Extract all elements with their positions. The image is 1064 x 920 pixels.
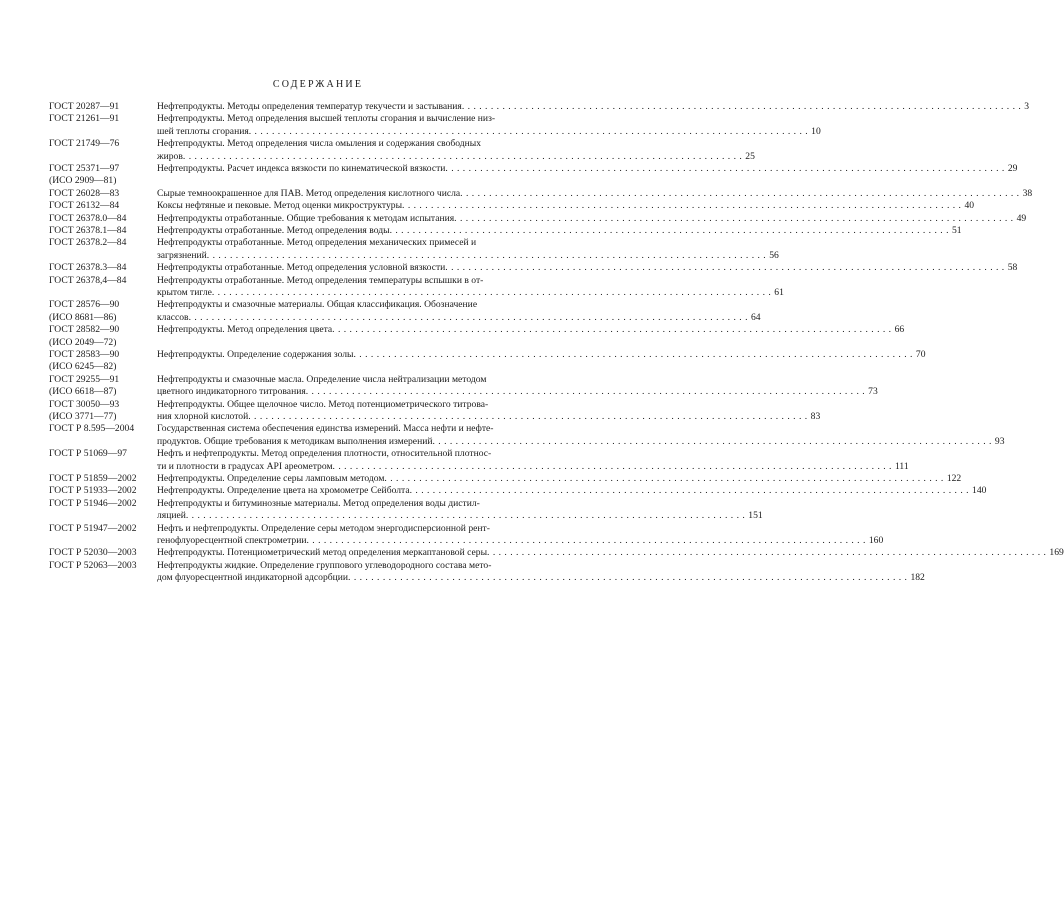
dot-leader — [306, 386, 865, 398]
description-line — [157, 535, 883, 547]
entry-description — [157, 473, 961, 485]
description-line — [157, 275, 784, 287]
page-number: 64 — [750, 311, 761, 323]
standard-code-line: ГОСТ 26132—84 — [49, 200, 120, 212]
description-text: Нефть и нефтепродукты. Метод определения плотности, относительной плотнос- — [157, 448, 492, 460]
description-text: Нефтепродукты. Метод определения числа омыления и содержания свободных — [157, 138, 482, 150]
toc-entry — [49, 274, 784, 300]
standard-code-line: ГОСТ 28576—90 — [49, 299, 120, 311]
description-line — [157, 225, 962, 237]
entry-description — [157, 560, 925, 585]
standard-code — [49, 423, 157, 448]
description-line — [157, 237, 779, 249]
entry-description — [157, 113, 821, 138]
toc-entry — [49, 473, 962, 485]
description-line — [157, 138, 755, 150]
description-line — [157, 101, 1029, 113]
description-text: Нефтепродукты отработанные. Метод определения механических примесей и — [157, 237, 477, 249]
dot-leader — [454, 213, 1013, 225]
standard-code-line: ГОСТ 26378.0—84 — [49, 212, 127, 224]
entry-description — [157, 498, 763, 523]
page-number: 169 — [1049, 547, 1064, 559]
description-text: загрязнений — [157, 249, 207, 261]
dot-leader — [462, 101, 1021, 113]
description-line — [157, 386, 878, 398]
description-text: дом флуоресцентной индикаторной адсорбции — [157, 572, 349, 584]
description-text: Нефтепродукты и битуминозные материалы. Метод определения воды дистил- — [157, 497, 480, 509]
standard-code — [49, 138, 157, 163]
standard-code-line: ГОСТ 28582—90 — [49, 324, 120, 336]
standard-code-line: ГОСТ 30050—93 — [49, 398, 120, 410]
description-text: Нефтепродукты. Общее щелочное число. Метод потенциометрического титрова- — [157, 398, 489, 410]
standard-code-line: (ИСО 3771—77) — [49, 411, 117, 423]
dot-leader — [445, 163, 1004, 175]
entry-description — [157, 188, 1032, 200]
description-text: ти и плотности в градусах API ареометром — [157, 460, 333, 472]
standard-code-line: ГОСТ 29255—91 — [49, 373, 120, 385]
description-text: Нефтепродукты. Определение содержания золы — [157, 349, 354, 360]
dot-leader — [445, 262, 1004, 274]
page-number: 29 — [1007, 162, 1018, 174]
standard-code — [49, 374, 157, 399]
description-text: Нефтепродукты. Метод определения высшей теплоты сгорания и вычисление низ- — [157, 113, 496, 125]
entry-description — [157, 213, 1026, 225]
standard-code — [49, 560, 157, 585]
description-text: Нефтепродукты. Определение серы ламповым методом — [157, 473, 385, 484]
page-number: 56 — [769, 249, 779, 261]
toc-entry — [49, 448, 909, 473]
description-line — [157, 448, 909, 460]
standard-code-line: ГОСТ 26378.1—84 — [49, 225, 127, 236]
page-number: 83 — [810, 411, 821, 423]
description-line — [157, 423, 1004, 435]
standard-code-line: ГОСТ 26378,4—84 — [49, 274, 127, 286]
page-number: 93 — [994, 435, 1005, 447]
standard-code — [49, 101, 157, 113]
description-line — [157, 188, 1032, 200]
entry-description — [157, 374, 878, 399]
page-number: 140 — [972, 485, 987, 497]
page-number: 73 — [868, 386, 878, 398]
page-number: 58 — [1007, 262, 1018, 274]
standard-code — [49, 399, 157, 424]
entry-description — [157, 324, 904, 349]
description-text: Нефтепродукты. Определение цвета на хромометре Сейболта — [157, 485, 410, 497]
description-text: генофлуоресцентной спектрометрии — [157, 534, 307, 546]
entry-description — [157, 485, 986, 497]
description-line — [157, 287, 784, 299]
description-text: Нефтепродукты отработанные. Метод определения воды — [157, 225, 390, 236]
standard-code — [49, 485, 157, 497]
description-text: жиров — [157, 150, 183, 162]
dot-leader — [354, 349, 913, 361]
toc-entry — [49, 485, 987, 497]
page-number: 40 — [964, 200, 975, 212]
description-text: классов — [157, 311, 189, 323]
standard-code — [49, 324, 157, 349]
standard-code — [49, 349, 157, 374]
toc-entry — [49, 373, 878, 399]
description-text: Нефтепродукты. Потенциометрический метод определения меркаптановой серы — [157, 547, 488, 559]
toc-entry — [49, 113, 821, 138]
toc-entry — [49, 423, 1005, 448]
toc-entry — [49, 225, 962, 237]
toc-entry — [49, 349, 926, 374]
description-line — [157, 163, 1017, 175]
standard-code-line: ГОСТ 26028—83 — [49, 187, 120, 199]
dot-leader — [306, 535, 865, 547]
toc-entry — [49, 262, 1018, 274]
description-line — [157, 126, 821, 138]
dot-leader — [432, 436, 991, 448]
page-number: 122 — [946, 473, 962, 484]
description-text: Нефтепродукты и смазочные материалы. Общая классификация. Обозначение — [157, 299, 478, 311]
toc-entry — [49, 299, 761, 324]
toc-entry — [49, 187, 1033, 200]
description-line — [157, 547, 1064, 559]
standard-code-line: ГОСТ 25371—97 — [49, 162, 120, 174]
description-line — [157, 411, 820, 423]
description-text: шей теплоты сгорания — [157, 125, 249, 137]
page-number: 182 — [910, 572, 925, 584]
standard-code-line: (ИСО 2049—72) — [49, 336, 117, 348]
description-line — [157, 374, 878, 386]
dot-leader — [333, 461, 892, 473]
standard-code — [49, 299, 157, 324]
standard-code — [49, 498, 157, 523]
entry-description — [157, 275, 784, 300]
standard-code — [49, 237, 157, 262]
entry-description — [157, 399, 820, 424]
description-line — [157, 436, 1004, 448]
description-text: цветного индикаторного титрования — [157, 386, 306, 398]
standard-code — [49, 163, 157, 188]
description-text: Нефтепродукты. Расчет индекса вязкости по кинематической вязкости — [157, 162, 446, 174]
page-number: 70 — [915, 349, 926, 360]
standard-code-line: ГОСТ 26378.2—84 — [49, 237, 127, 249]
entry-description — [157, 523, 883, 548]
page-number: 25 — [745, 150, 755, 162]
standard-code-line: ГОСТ Р 51946—2002 — [49, 497, 137, 509]
standard-code — [49, 200, 157, 212]
page-number: 49 — [1016, 212, 1027, 224]
standard-code-line: (ИСО 6245—82) — [49, 361, 117, 373]
standard-code-line: ГОСТ 21749—76 — [49, 138, 120, 150]
standard-code — [49, 547, 157, 559]
toc-entry — [49, 212, 1027, 225]
toc-entry — [49, 559, 925, 585]
entry-description — [157, 200, 974, 212]
page-number: 66 — [894, 324, 905, 336]
description-line — [157, 560, 925, 572]
description-text: ляцией — [157, 510, 186, 522]
page-number: 51 — [951, 225, 962, 236]
page-number: 3 — [1024, 101, 1030, 112]
description-line — [157, 510, 763, 522]
standard-code — [49, 188, 157, 200]
description-text: крытом тигле — [157, 286, 212, 298]
standard-code-line: ГОСТ Р 8.595—2004 — [49, 423, 135, 435]
dot-leader — [207, 250, 766, 262]
description-line — [157, 349, 926, 361]
standard-code-line: (ИСО 2909—81) — [49, 175, 117, 187]
entry-description — [157, 423, 1004, 448]
dot-leader — [402, 200, 961, 212]
standard-code-line: ГОСТ Р 52063—2003 — [49, 559, 137, 571]
description-text: Нефтепродукты. Методы определения температур текучести и застывания — [157, 101, 462, 112]
standard-code-line: ГОСТ Р 51933—2002 — [49, 485, 137, 497]
description-line — [157, 299, 761, 311]
dot-leader — [248, 411, 807, 423]
page-title: СОДЕРЖАНИЕ — [272, 79, 364, 90]
description-line — [157, 399, 820, 411]
page-number: 61 — [774, 286, 784, 298]
description-line — [157, 461, 909, 473]
standard-code-line: ГОСТ 20287—91 — [49, 101, 120, 112]
description-text: Нефть и нефтепродукты. Определение серы методом энергодисперсионной рент- — [157, 522, 490, 534]
toc-entry — [49, 101, 1030, 113]
entry-description — [157, 349, 926, 374]
dot-leader — [410, 485, 969, 497]
description-line — [157, 473, 961, 485]
description-line — [157, 312, 761, 324]
dot-leader — [212, 287, 771, 299]
description-text: продуктов. Общие требования к методикам выполнения измерений — [157, 435, 433, 447]
page-number: 111 — [894, 460, 909, 472]
standard-code-line: (ИСО 8681—86) — [49, 311, 117, 323]
dot-leader — [348, 572, 907, 584]
description-line — [157, 572, 925, 584]
description-line — [157, 485, 986, 497]
toc-entry — [49, 324, 905, 349]
standard-code-line: ГОСТ Р 51859—2002 — [49, 473, 137, 484]
standard-code-line: ГОСТ 21261—91 — [49, 113, 120, 125]
description-text: Нефтепродукты жидкие. Определение группового углеводородного состава мето- — [157, 559, 492, 571]
description-line — [157, 151, 755, 163]
toc-entry — [49, 138, 755, 163]
standard-code — [49, 473, 157, 485]
dot-leader — [384, 473, 943, 485]
toc-entry — [49, 522, 884, 548]
standard-code-line: ГОСТ 26378.3—84 — [49, 262, 127, 274]
page-number: 38 — [1022, 187, 1033, 199]
standard-code — [49, 225, 157, 237]
description-text: Нефтепродукты отработанные. Метод определения условной вязкости — [157, 262, 446, 274]
entry-description — [157, 101, 1029, 113]
page-number: 151 — [748, 510, 763, 522]
page-number: 10 — [811, 125, 821, 137]
standard-code — [49, 523, 157, 548]
entry-description — [157, 448, 909, 473]
description-text: Коксы нефтяные и пековые. Метод оценки микроструктуры — [157, 200, 403, 212]
standard-code — [49, 213, 157, 225]
dot-leader — [249, 126, 808, 138]
entry-description — [157, 299, 761, 324]
toc-entry — [49, 162, 1018, 188]
page-number: 160 — [868, 534, 884, 546]
description-text: Нефтепродукты. Метод определения цвета — [157, 324, 333, 336]
description-line — [157, 523, 883, 535]
description-text: Нефтепродукты отработанные. Метод определения температуры вспышки в от- — [157, 274, 484, 286]
dot-leader — [183, 151, 742, 163]
description-text: Государственная система обеспечения единства измерений. Масса нефти и нефте- — [157, 423, 494, 435]
entry-description — [157, 163, 1017, 188]
toc-entry — [49, 497, 763, 523]
entry-description — [157, 237, 779, 262]
description-line — [157, 213, 1026, 225]
description-line — [157, 498, 763, 510]
standard-code-line: ГОСТ Р 51947—2002 — [49, 522, 137, 534]
standard-code-line: ГОСТ 28583—90 — [49, 349, 120, 360]
dot-leader — [487, 547, 1046, 559]
description-line — [157, 250, 779, 262]
toc-entry — [49, 237, 779, 262]
standard-code-line: ГОСТ Р 51069—97 — [49, 448, 127, 460]
dot-leader — [189, 312, 748, 324]
description-line — [157, 113, 821, 125]
entry-description — [157, 262, 1017, 274]
dot-leader — [186, 510, 745, 522]
dot-leader — [332, 324, 891, 336]
dot-leader — [460, 188, 1019, 200]
toc-entry — [49, 547, 1064, 559]
entry-description — [157, 225, 962, 237]
description-line — [157, 324, 904, 336]
description-line — [157, 262, 1017, 274]
toc-entry — [49, 398, 821, 424]
standard-code — [49, 262, 157, 274]
toc-entry — [49, 200, 975, 212]
entry-description — [157, 547, 1064, 559]
description-line — [157, 200, 974, 212]
standard-code — [49, 113, 157, 138]
description-text: ния хлорной кислотой — [157, 411, 249, 423]
standard-code-line: ГОСТ Р 52030—2003 — [49, 547, 137, 559]
standard-code-line: (ИСО 6618—87) — [49, 386, 117, 398]
description-text: Сырые темноокрашенное для ПАВ. Метод определения кислотного числа — [157, 187, 461, 199]
table-of-contents — [49, 101, 1064, 585]
description-text: Нефтепродукты и смазочные масла. Определение числа нейтрализации методом — [157, 373, 487, 385]
standard-code — [49, 275, 157, 300]
dot-leader — [390, 225, 949, 237]
standard-code — [49, 448, 157, 473]
entry-description — [157, 138, 755, 163]
description-text: Нефтепродукты отработанные. Общие требования к методам испытания — [157, 212, 455, 224]
